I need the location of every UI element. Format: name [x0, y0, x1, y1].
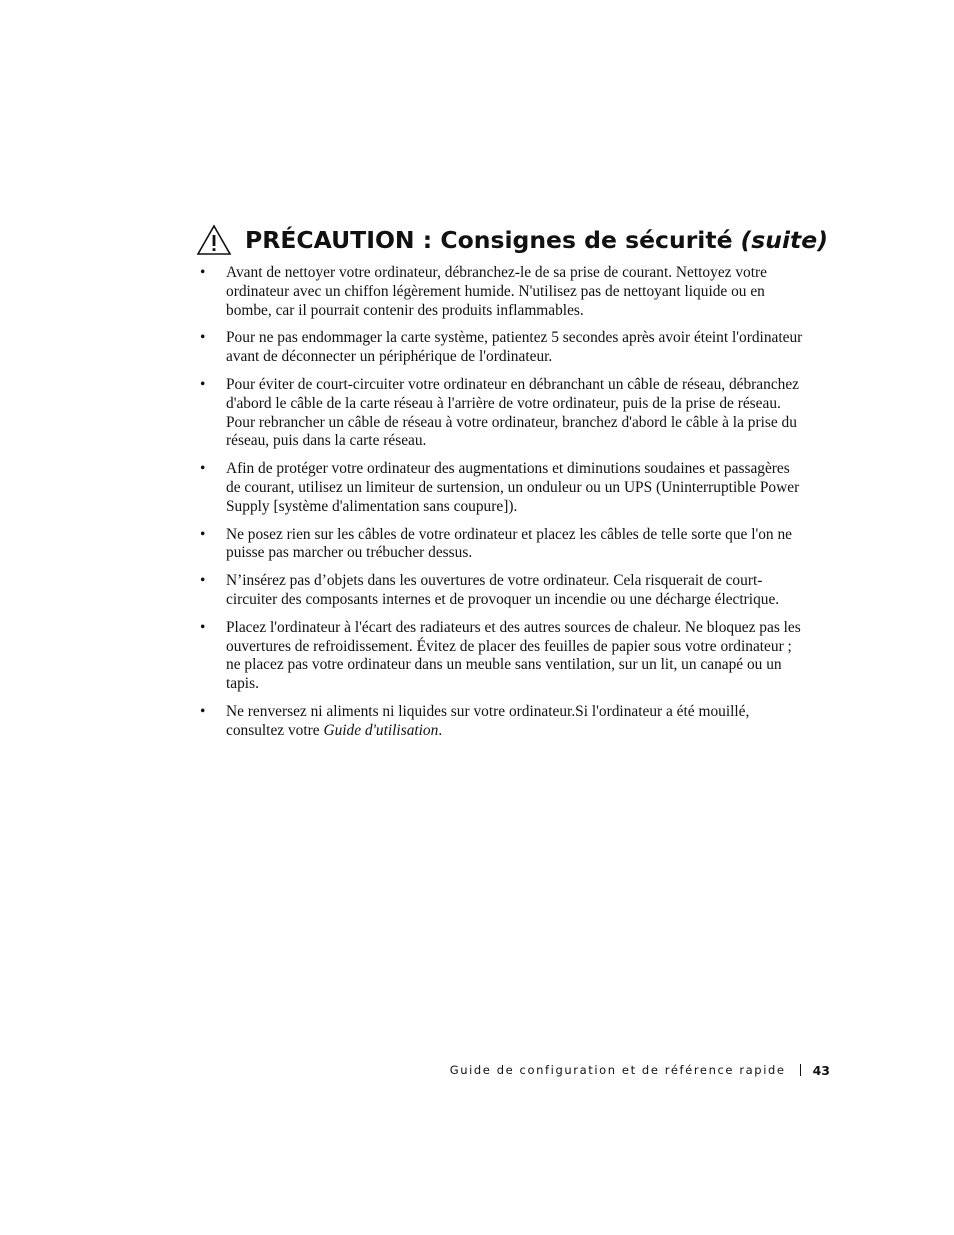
footer-guide-title: Guide de configuration et de référence rapide: [449, 1063, 786, 1077]
heading-suffix: (suite): [740, 226, 828, 254]
safety-instructions-list: [200, 264, 806, 750]
list-item: [200, 329, 806, 367]
list-item: [200, 376, 806, 451]
bullet-icon: •: [200, 618, 206, 636]
bullet-icon: •: [200, 572, 206, 590]
list-item-text: Pour éviter de court-circuiter votre ordinateur en débranchant un câble de réseau, débranchez d'abord le câble de la carte réseau à l'arrière de votre ordinateur, puis de la prise de réseau. Pour rebrancher un câble de réseau à votre ordinateur, branchez d'abord le câble à la prise du réseau, puis dans la carte réseau.: [226, 375, 800, 450]
list-item-text: Pour ne pas endommager la carte système, patientez 5 secondes après avoir éteint l'ordinateur avant de déconnecter un périphérique de l'ordinateur.: [226, 329, 803, 366]
list-item-text-start: Ne renversez ni aliments ni liquides sur votre ordinateur.Si l'ordinateur a été mouillé, consultez votre: [226, 702, 750, 739]
footer-divider: [800, 1064, 801, 1076]
section-heading: [196, 220, 836, 260]
list-item: [200, 264, 806, 320]
bullet-icon: •: [200, 702, 206, 720]
user-guide-title: Guide d'utilisation: [323, 721, 439, 739]
list-item: [200, 526, 806, 564]
heading-title: PRÉCAUTION : Consignes de sécurité: [245, 226, 733, 254]
caution-triangle-icon: [196, 224, 232, 256]
bullet-icon: •: [200, 525, 206, 543]
bullet-icon: •: [200, 264, 206, 281]
list-item: [200, 572, 806, 610]
list-item-text: Placez l'ordinateur à l'écart des radiateurs et des autres sources de chaleur. Ne bloquez pas les ouvertures de refroidissement. Évitez de placer des feuilles de papier sous votre ordinateur ; ne placez pas votre ordinateur dans un meuble sans ventilation, sur un lit, un canapé ou un tapis.: [226, 618, 801, 693]
list-item-text: Ne posez rien sur les câbles de votre ordinateur et placez les câbles de telle sorte que l'on ne puisse pas marcher ou trébucher dessus.: [226, 525, 793, 562]
bullet-icon: •: [200, 460, 206, 478]
list-item-text: Avant de nettoyer votre ordinateur, débranchez-le de sa prise de courant. Nettoyez votre ordinateur avec un chiffon légèrement humide. N'utilisez pas de nettoyant liquide ou en bombe, car il pourrait contenir des produits inflammables.: [226, 264, 767, 319]
list-item: [200, 460, 806, 516]
bullet-icon: •: [200, 375, 206, 393]
list-item-text: N’insérez pas d’objets dans les ouvertures de votre ordinateur. Cela risquerait de court-circuiter des composants internes et de provoquer un incendie ou une décharge électrique.: [226, 572, 780, 608]
page-footer: [440, 1061, 830, 1079]
bullet-icon: •: [200, 329, 206, 347]
list-item-text-end: .: [438, 721, 443, 739]
list-item-text: [226, 703, 749, 739]
list-item-text: Afin de protéger votre ordinateur des augmentations et diminutions soudaines et passagères de courant, utilisez un limiteur de surtension, un onduleur ou un UPS (Uninterruptible Power Supply [système d'alimentation sans coupure]).: [226, 460, 800, 515]
page-number: 43: [812, 1062, 830, 1078]
list-item: [200, 619, 806, 694]
list-item: [200, 703, 806, 741]
